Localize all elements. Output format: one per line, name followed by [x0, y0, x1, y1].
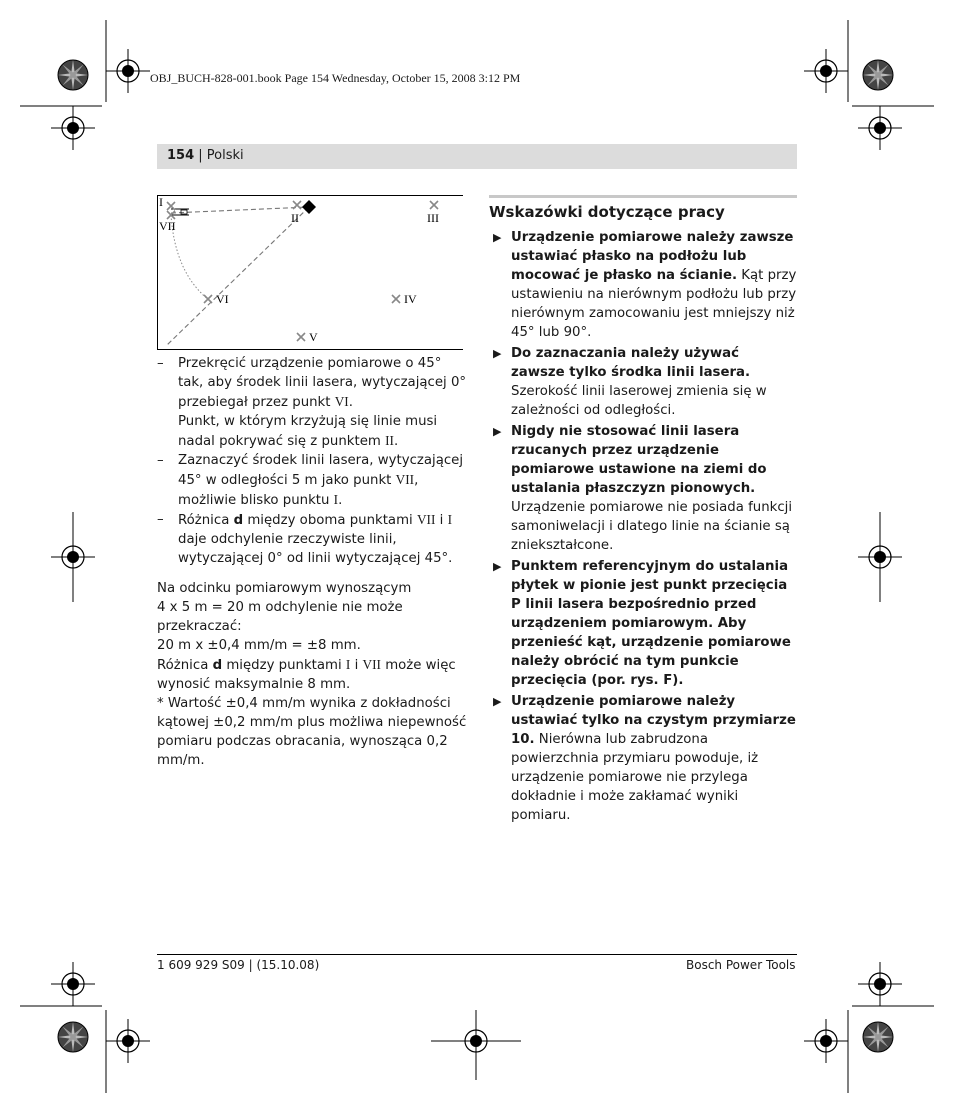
tip-text: Kąt przy ustawieniu na nierównym podłożu lub przy nierównym zamocowaniu jest mniejszy niż 45° lub 90°.: [511, 268, 797, 340]
text-line: Na odcinku pomiarowym wynoszącym: [157, 581, 412, 596]
footer-rule: [157, 954, 797, 955]
step-mark: [157, 451, 467, 510]
text-line: 20 m x ±0,4 mm/m = ±8 mm.: [157, 638, 361, 653]
tip-text: Szerokość linii laserowej zmienia się w zależności od odległości.: [511, 384, 767, 418]
text: i: [435, 513, 448, 528]
roman-ref: I: [333, 492, 339, 507]
bullet-triangle-icon: ▶: [493, 560, 502, 573]
tip-item: [489, 344, 797, 420]
section-title: Wskazówki dotyczące pracy: [489, 203, 725, 221]
text: między punktami: [222, 658, 346, 673]
print-file-info: OBJ_BUCH-828-001.book Page 154 Wednesday, October 15, 2008 3:12 PM: [150, 71, 521, 85]
tip-bold: Punktem referencyjnym do ustalania płytek w pionie jest punkt przecięcia P linii lasera bezpośrednio przed urządzeniem pomiarowym. Aby przenieść kąt, urządzenie pomiarowe należy obrócić na tym punkcie przecięcia (por. rys. F).: [511, 559, 791, 688]
text: , możliwie blisko punktu: [178, 473, 419, 508]
text: .: [393, 434, 399, 449]
footer-doc-number: 1 609 929 S09 | (15.10.08): [157, 958, 320, 972]
text-line: 4 x 5 m = 20 m odchylenie nie może przekraczać:: [157, 600, 403, 634]
text: Punkt, w którym krzyżują się linie musi nadal pokrywać się z punktem: [178, 414, 438, 449]
label-IV: IV: [404, 292, 417, 306]
label-III: III: [427, 211, 439, 225]
tip-bold: Urządzenie pomiarowe należy ustawiać tylko na czystym przymiarze 10.: [511, 694, 796, 747]
dash-marker: –: [157, 453, 164, 468]
page-number: 154: [167, 148, 195, 163]
tip-bold: Do zaznaczania należy używać zawsze tylko środka linii lasera.: [511, 346, 751, 380]
variable-d: d: [212, 658, 223, 673]
text: i: [350, 658, 363, 673]
footer-brand: Bosch Power Tools: [686, 958, 796, 972]
text: między oboma punktami: [243, 513, 417, 528]
tip-bold: Urządzenie pomiarowe należy zawsze ustawiać płasko na podłożu lub mocować je płasko na ścianie.: [511, 230, 794, 283]
text: Różnica: [157, 658, 213, 673]
roman-ref: I: [345, 657, 351, 672]
text: Przekręcić urządzenie pomiarowe o 45° tak, aby środek linii lasera, wytyczającej 0° przebiegał przez punkt: [178, 356, 467, 410]
header-language: Polski: [206, 148, 244, 163]
footnote: * Wartość ±0,4 mm/m wynika z dokładności kątowej ±0,2 mm/m plus możliwa niepewność pomiaru podczas obracania, wynosząca 0,2 mm/m.: [157, 696, 467, 768]
tip-item: [489, 422, 797, 555]
text-line: [157, 655, 467, 694]
tip-bold: Nigdy nie stosować linii lasera rzucanych przez urządzenie pomiarowe ustawione na ziemi do ustalania płaszczyzn pionowych.: [511, 424, 767, 496]
step-rotate-text: [178, 354, 467, 412]
roman-ref: VI: [334, 394, 349, 409]
text: może więc wynosić maksymalnie 8 mm.: [157, 658, 456, 692]
roman-ref: II: [385, 433, 394, 448]
step-rotate: [157, 354, 467, 451]
roman-ref: VII: [395, 472, 415, 487]
right-column: [489, 195, 797, 827]
header-separator: |: [194, 148, 207, 163]
dash-marker: –: [157, 356, 164, 371]
laser-check-diagram: [157, 195, 463, 350]
roman-ref: VII: [416, 512, 436, 527]
section-rule: [489, 195, 797, 198]
step-mark-text: [178, 451, 467, 510]
label-VII: VII: [159, 219, 176, 233]
device-marker: [302, 200, 316, 214]
bullet-triangle-icon: ▶: [493, 425, 502, 438]
label-I: I: [159, 195, 163, 209]
rotation-arc: [171, 215, 209, 300]
roman-ref: VII: [362, 657, 381, 672]
tip-text: Urządzenie pomiarowe nie posiada funkcji samoniwelacji i dlatego linie na ścianie są zniekształcone.: [511, 500, 793, 553]
step-difference-text: [178, 510, 467, 568]
text: .: [348, 395, 353, 410]
tolerance-paragraph: [157, 579, 467, 770]
label-V: V: [309, 330, 318, 344]
text: .: [338, 493, 343, 508]
label-VI: VI: [216, 292, 229, 306]
tip-text: Nierówna lub zabrudzona powierzchnia przymiaru powoduje, iż urządzenie pomiarowe nie przylega dokładnie i może zakłamać wyniki pomiaru.: [511, 732, 759, 823]
bullet-triangle-icon: ▶: [493, 347, 502, 360]
label-II: II: [291, 211, 299, 225]
text: daje odchylenie rzeczywiste linii, wytyczającej 0° od linii wytyczającej 45°.: [178, 532, 453, 566]
bullet-triangle-icon: ▶: [493, 231, 502, 244]
tip-item: [489, 228, 797, 342]
step-rotate-note: [178, 412, 467, 451]
variable-d: d: [233, 513, 244, 528]
tip-item: [489, 557, 797, 690]
bullet-triangle-icon: ▶: [493, 695, 502, 708]
text: Zaznaczyć środek linii lasera, wytyczającej 45° w odległości 5 m jako punkt: [178, 453, 464, 488]
step-difference: [157, 510, 467, 568]
roman-ref: I: [447, 512, 453, 527]
text: Różnica: [178, 513, 234, 528]
page-header: [167, 148, 244, 163]
page-header-bar: [157, 144, 797, 169]
tip-item: [489, 692, 797, 825]
left-column: [157, 354, 467, 770]
laser-line-0deg: [171, 207, 309, 213]
dash-marker: –: [157, 512, 164, 527]
